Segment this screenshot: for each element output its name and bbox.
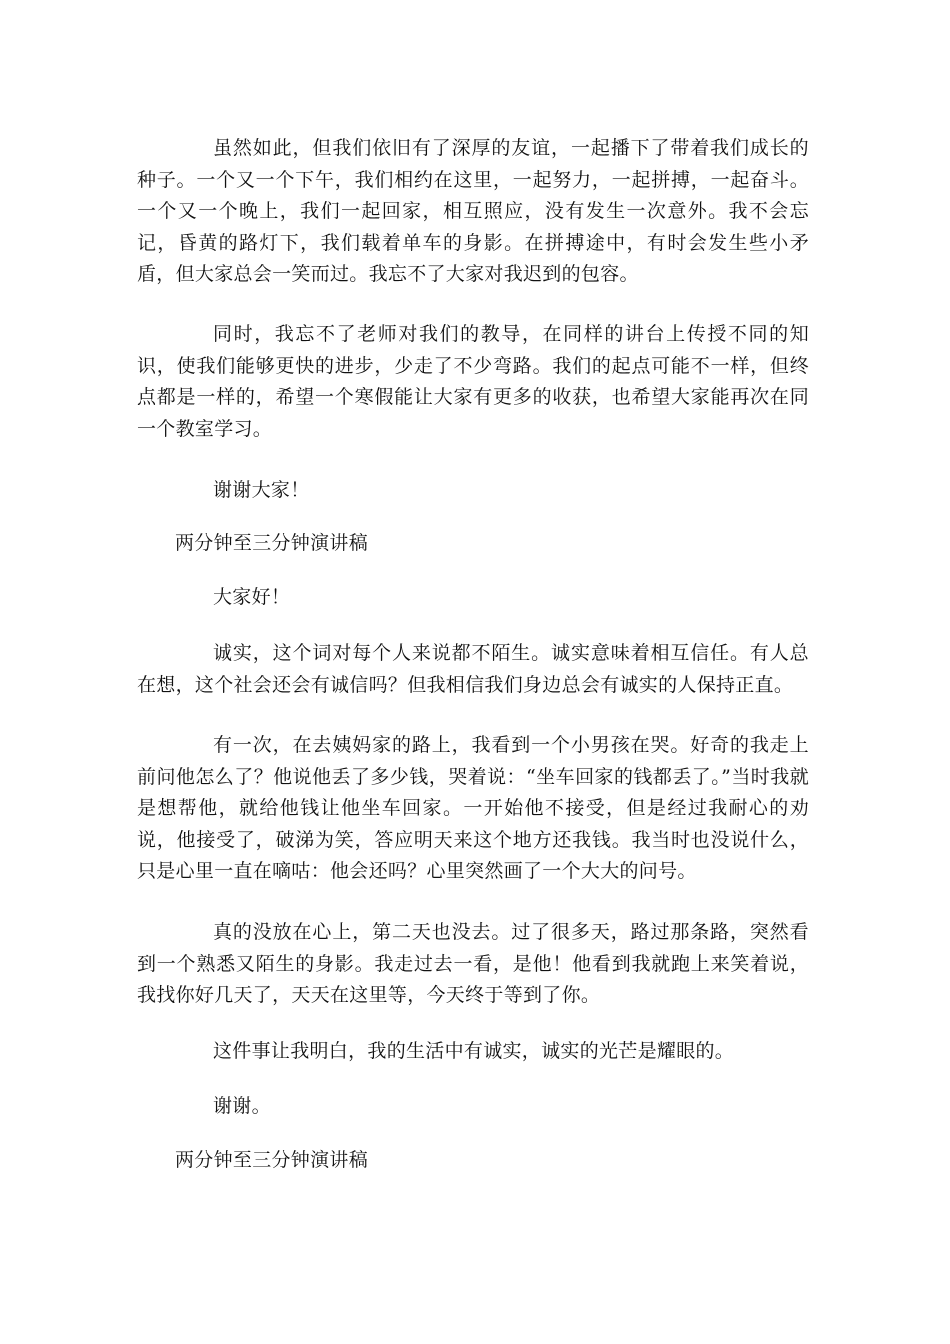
paragraph-lesson: 这件事让我明白，我的生活中有诚实，诚实的光芒是耀眼的。 xyxy=(213,1040,735,1062)
paragraph-reunion: 真的没放在心上，第二天也没去。过了很多天，路过那条路，突然看到一个熟悉又陌生的身影。我走过去一看，是他！他看到我就跑上来笑着说，我找你好几天了，天天在这里等，今天终于等到了你。 xyxy=(137,921,809,1006)
speech-title-1: 两分钟至三分钟演讲稿 xyxy=(175,532,369,554)
closing-thanks: 谢谢。 xyxy=(213,1095,271,1117)
paragraph-story: 有一次，在去姨妈家的路上，我看到一个小男孩在哭。好奇的我走上前问他怎么了？他说他丢了多少钱，哭着说：“坐车回家的钱都丢了。”当时我就是想帮他，就给他钱让他坐车回家。一开始他不接受，但是经过我耐心的劝说，他接受了，破涕为笑，答应明天来这个地方还我钱。我当时也没说什么，只是心里一直在嘀咕：他会还吗？心里突然画了一个大大的问号。 xyxy=(137,734,809,882)
paragraph-teacher: 同时，我忘不了老师对我们的教导，在同样的讲台上传授不同的知识，使我们能够更快的进步，少走了不少弯路。我们的起点可能不一样，但终点都是一样的，希望一个寒假能让大家有更多的收获，也希望大家能再次在同一个教室学习。 xyxy=(137,323,809,440)
paragraph-honesty-intro: 诚实，这个词对每个人来说都不陌生。诚实意味着相互信任。有人总在想，这个社会还会有诚信吗？但我相信我们身边总会有诚实的人保持正直。 xyxy=(137,642,809,696)
paragraph-friendship: 虽然如此，但我们依旧有了深厚的友谊，一起播下了带着我们成长的种子。一个又一个下午，我们相约在这里，一起努力，一起拼搏，一起奋斗。一个又一个晚上，我们一起回家，相互照应，没有发生一次意外。我不会忘记，昏黄的路灯下，我们载着单车的身影。在拼搏途中，有时会发生些小矛盾，但大家总会一笑而过。我忘不了大家对我迟到的包容。 xyxy=(137,137,809,285)
greeting: 大家好！ xyxy=(213,586,291,608)
speech-title-2: 两分钟至三分钟演讲稿 xyxy=(175,1149,369,1171)
closing-thanks-all: 谢谢大家！ xyxy=(213,479,310,501)
